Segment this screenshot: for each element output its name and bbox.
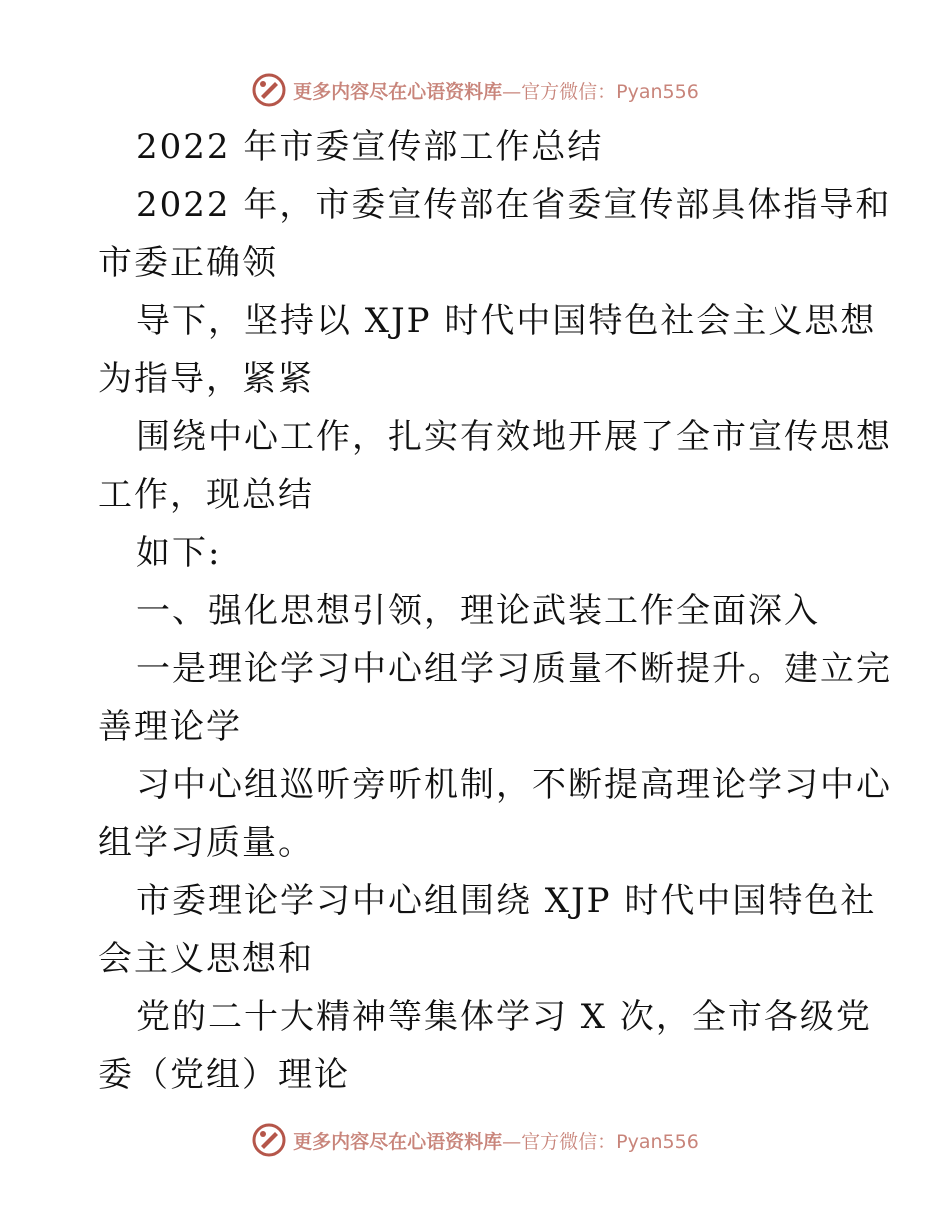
watermark-banner-bottom: [0, 1118, 950, 1162]
document-line: 组学习质量。: [98, 823, 314, 863]
logo-icon: [251, 1122, 287, 1158]
watermark-site-text: 更多内容尽在心语资料库: [293, 1130, 503, 1153]
watermark-text: [293, 1127, 699, 1154]
document-line: 市委正确领: [98, 243, 278, 283]
document-line: 为指导，紧紧: [98, 359, 314, 399]
watermark-site-text: 更多内容尽在心语资料库: [293, 80, 503, 103]
document-line: 党的二十大精神等集体学习 X 次，全市各级党: [136, 997, 872, 1037]
document-line: 如下:: [136, 533, 222, 573]
watermark-separator: —: [502, 1130, 522, 1153]
watermark-wechat-text: 官方微信：Pyan556: [521, 1130, 699, 1153]
watermark-separator: —: [502, 80, 522, 103]
document-line: 一、强化思想引领，理论武装工作全面深入: [136, 591, 820, 631]
document-line: 一是理论学习中心组学习质量不断提升。建立完: [136, 649, 892, 689]
document-line: 围绕中心工作，扎实有效地开展了全市宣传思想: [136, 417, 892, 457]
document-line: 善理论学: [98, 707, 242, 747]
document-line: 习中心组巡听旁听机制，不断提高理论学习中心: [136, 765, 892, 805]
logo-icon: [251, 72, 287, 108]
document-line: 工作，现总结: [98, 475, 314, 515]
watermark-wechat-text: 官方微信：Pyan556: [521, 80, 699, 103]
document-line: 2022 年，市委宣传部在省委宣传部具体指导和: [136, 185, 892, 225]
document-line: 委（党组）理论: [98, 1055, 350, 1095]
document-line: 2022 年市委宣传部工作总结: [136, 127, 604, 167]
document-line: 会主义思想和: [98, 939, 314, 979]
watermark-text: [293, 77, 699, 104]
document-body: [98, 118, 892, 1104]
watermark-banner-top: [0, 68, 950, 112]
document-line: 市委理论学习中心组围绕 XJP 时代中国特色社: [136, 881, 877, 921]
document-line: 导下，坚持以 XJP 时代中国特色社会主义思想: [136, 301, 877, 341]
